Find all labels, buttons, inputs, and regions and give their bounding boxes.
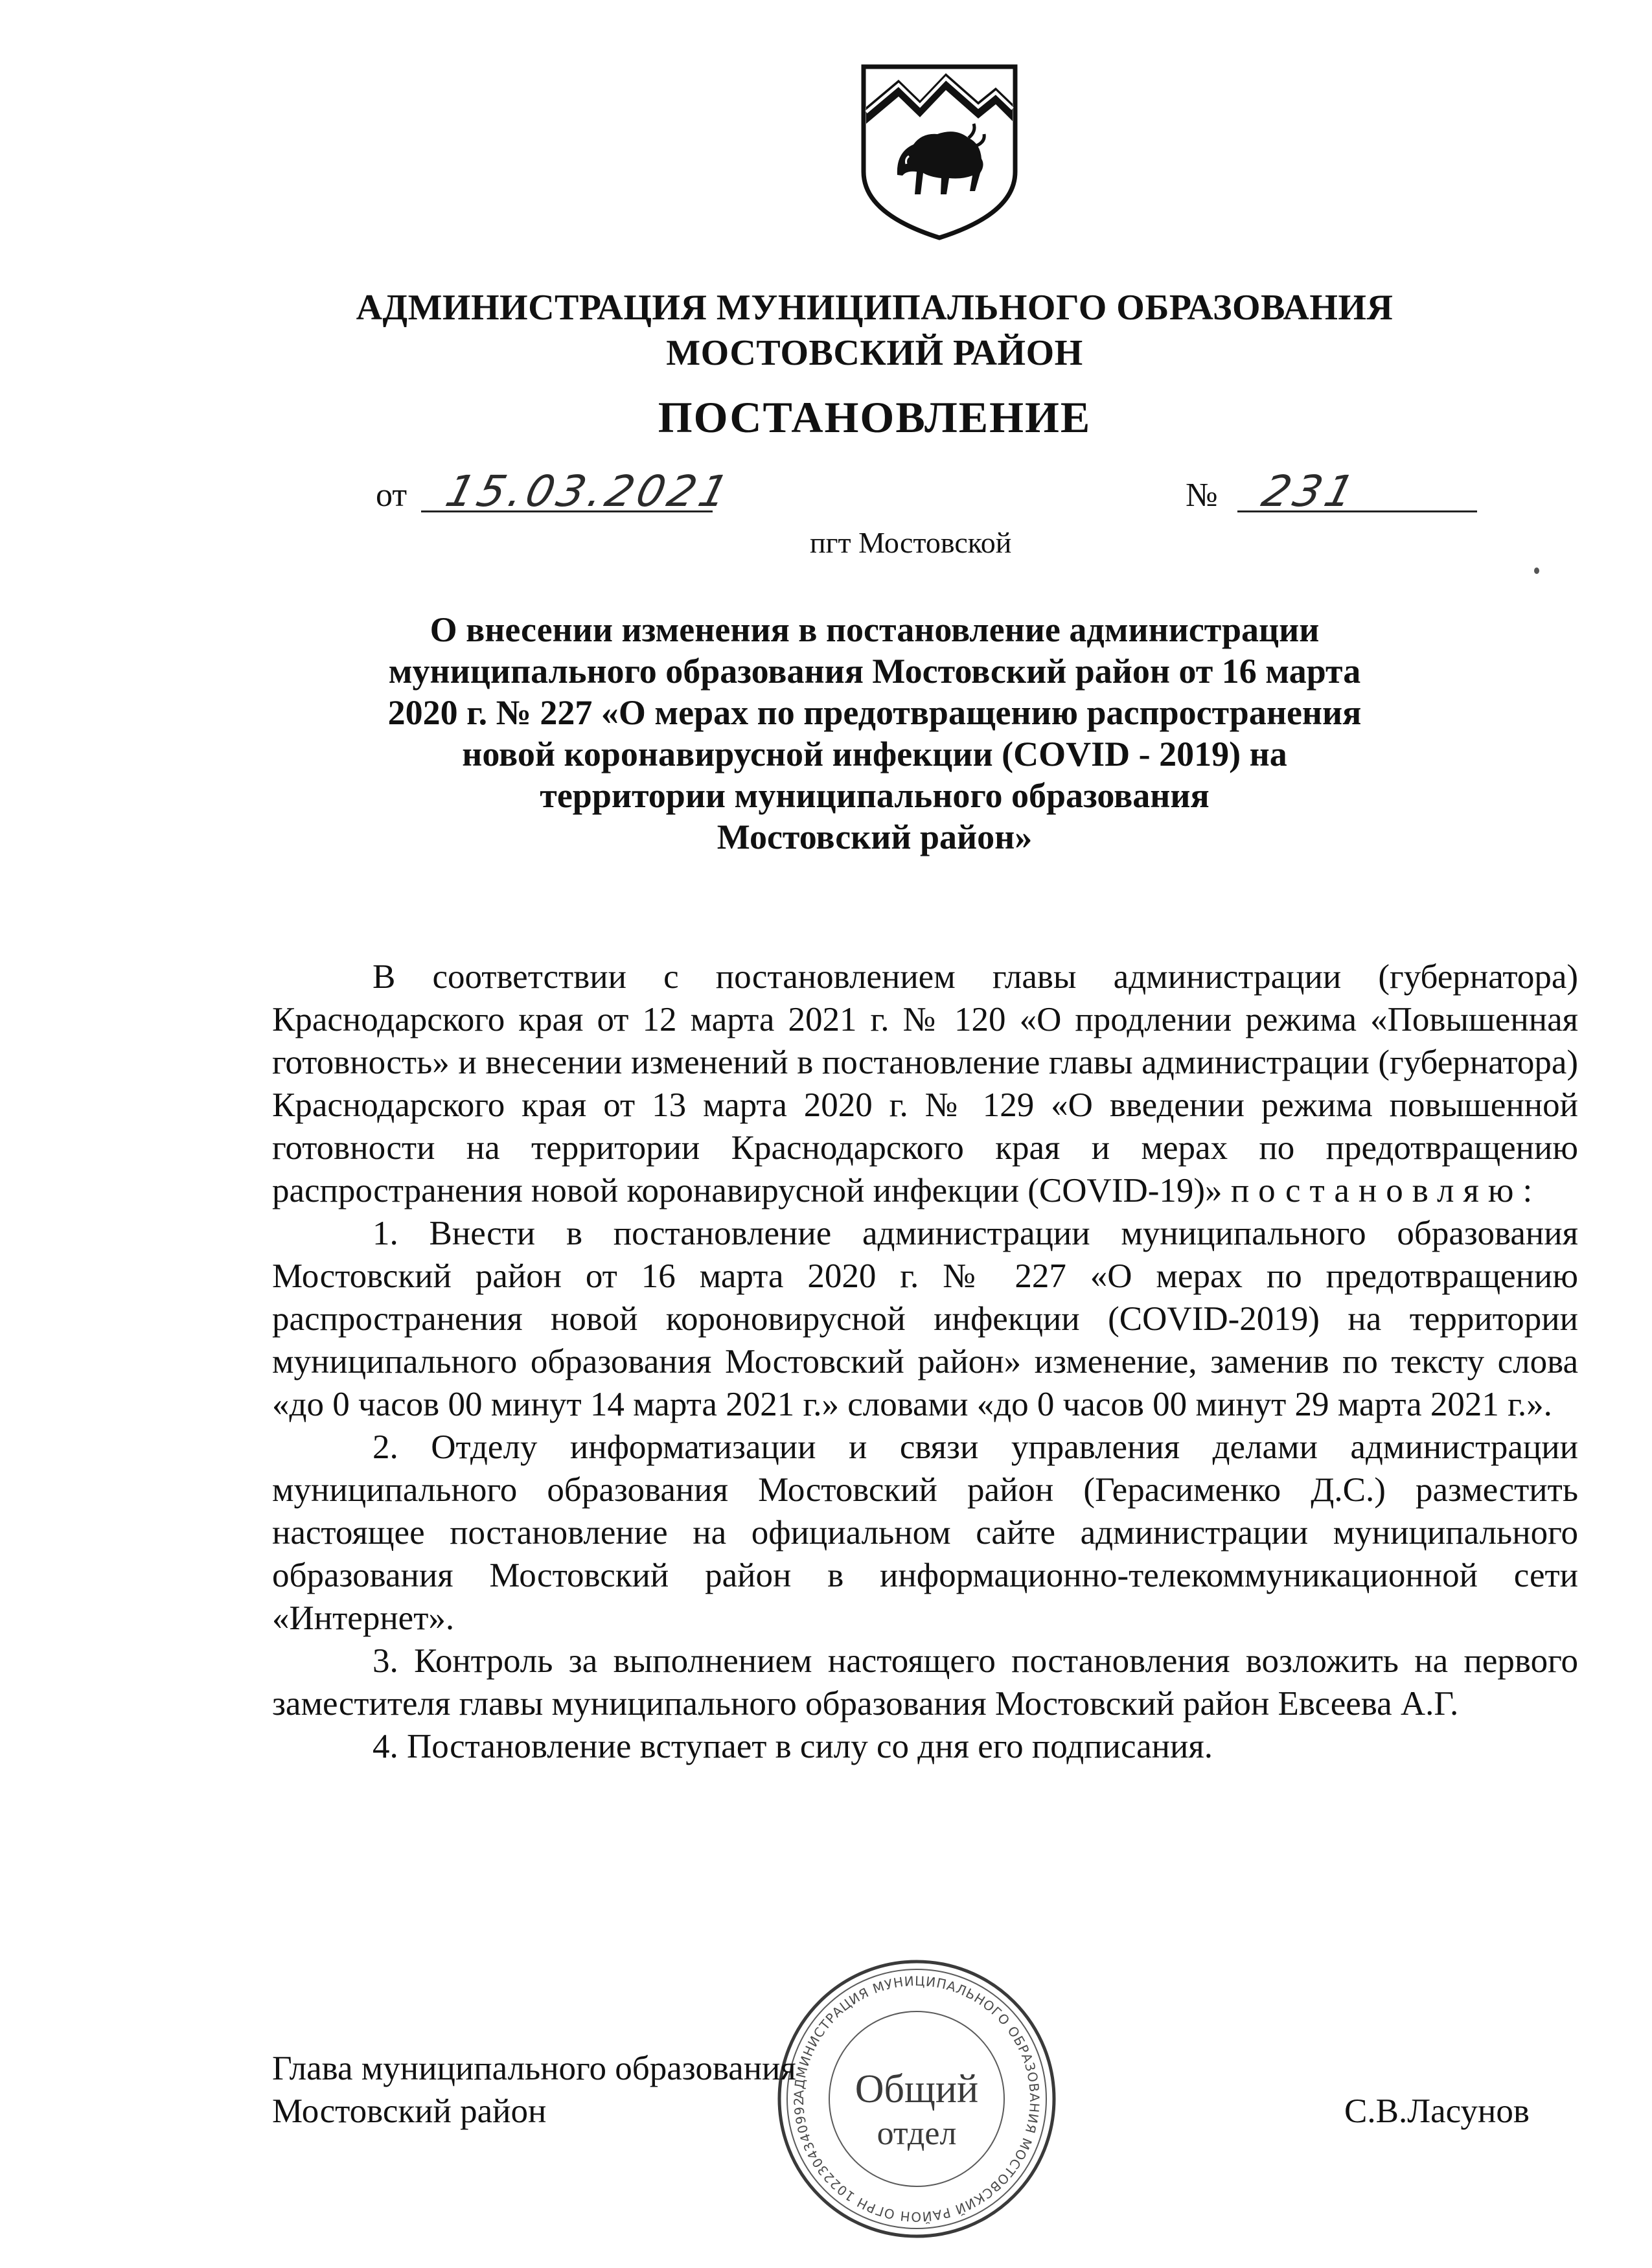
place-of-issue: пгт Мостовской — [810, 526, 1012, 559]
subject-line: Мостовский район» — [717, 818, 1033, 856]
item-paragraph: 4. Постановление вступает в силу со дня его подписания. — [373, 1728, 1213, 1765]
date-prefix: от — [376, 477, 407, 514]
resolve-word: постановляю: — [1230, 1172, 1542, 1209]
item-paragraph: 1. Внести в постановление администрации муниципального образования Мостовский район от 16 марта 2020 г. № 227 «О мерах по предотвращению распространения новой короновирусной инфекции (COVID-2019) на территории муниципального образования Мостовский район» изменение, заменив по тексту слова «до 0 часов 00 минут 14 марта 2021 г.» словами «до 0 часов 00 минут 29 марта 2021 г.». — [272, 1215, 1578, 1423]
subject-line: 2020 г. № 227 «О мерах по предотвращению распространения — [387, 693, 1362, 732]
document-body — [272, 956, 1578, 1768]
document-subject — [337, 609, 1412, 858]
preamble-paragraph — [272, 956, 1578, 1212]
position-line-2: Мостовский район — [272, 2092, 547, 2130]
preamble-text: В соответствии с постановлением главы администрации (губернатора) Краснодарского края от 12 марта 2021 г. № 120 «О продлении режима «Повышенная готовность» и внесении изменений в постановление главы администрации (губернатора) Краснодарского края от 13 марта 2020 г. № 129 «О введении режима повышенной готовности на территории Краснодарского края и мерах по предотвращению распространения новой коронавирусной инфекции (COVID-19)» — [272, 958, 1578, 1209]
date-handwritten: 15.03.2021 — [441, 466, 737, 516]
document-type: ПОСТАНОВЛЕНИЕ — [658, 393, 1092, 442]
stamp-ring-text: АДМИНИСТРАЦИЯ МУНИЦИПАЛЬНОГО ОБРАЗОВАНИЯ МОСТОВСКИЙ РАЙОН ОГРН 1022304340992 — [790, 1973, 1043, 2225]
item-paragraph: 3. Контроль за выполнением настоящего постановления возложить на первого заместителя главы муниципального образования Мостовский район Евсеева А.Г. — [272, 1642, 1578, 1723]
org-line-1: АДМИНИСТРАЦИЯ МУНИЦИПАЛЬНОГО ОБРАЗОВАНИЯ — [356, 288, 1394, 328]
subject-line: новой коронавирусной инфекции (COVID - 2019) на — [462, 735, 1287, 773]
signatory-name: С.В.Ласунов — [1344, 2092, 1530, 2130]
coat-of-arms-icon — [858, 62, 1020, 243]
subject-line: О внесении изменения в постановление администрации — [430, 610, 1320, 649]
stamp-center-line-1: Общий — [855, 2067, 979, 2111]
org-line-2: МОСТОВСКИЙ РАЙОН — [666, 333, 1083, 373]
number-prefix: № — [1186, 477, 1218, 514]
item-paragraph: 2. Отделу информатизации и связи управления делами администрации муниципального образования Мостовский район (Герасименко Д.С.) разместить настоящее постановление на официальном сайте администрации муниципального образования Мостовский район в информационно-телекоммуникационной сети «Интернет». — [272, 1428, 1578, 1637]
number-handwritten: 231 — [1257, 466, 1363, 516]
speck — [1534, 567, 1539, 574]
subject-line: территории муниципального образования — [540, 776, 1210, 815]
stamp-center-line-2: отдел — [877, 2115, 957, 2152]
position-line-1: Глава муниципального образования — [272, 2050, 796, 2087]
subject-line: муниципального образования Мостовский район от 16 марта — [388, 652, 1361, 691]
official-stamp — [774, 1956, 1059, 2241]
signatory-position — [272, 2047, 796, 2133]
organization-name — [324, 285, 1425, 376]
